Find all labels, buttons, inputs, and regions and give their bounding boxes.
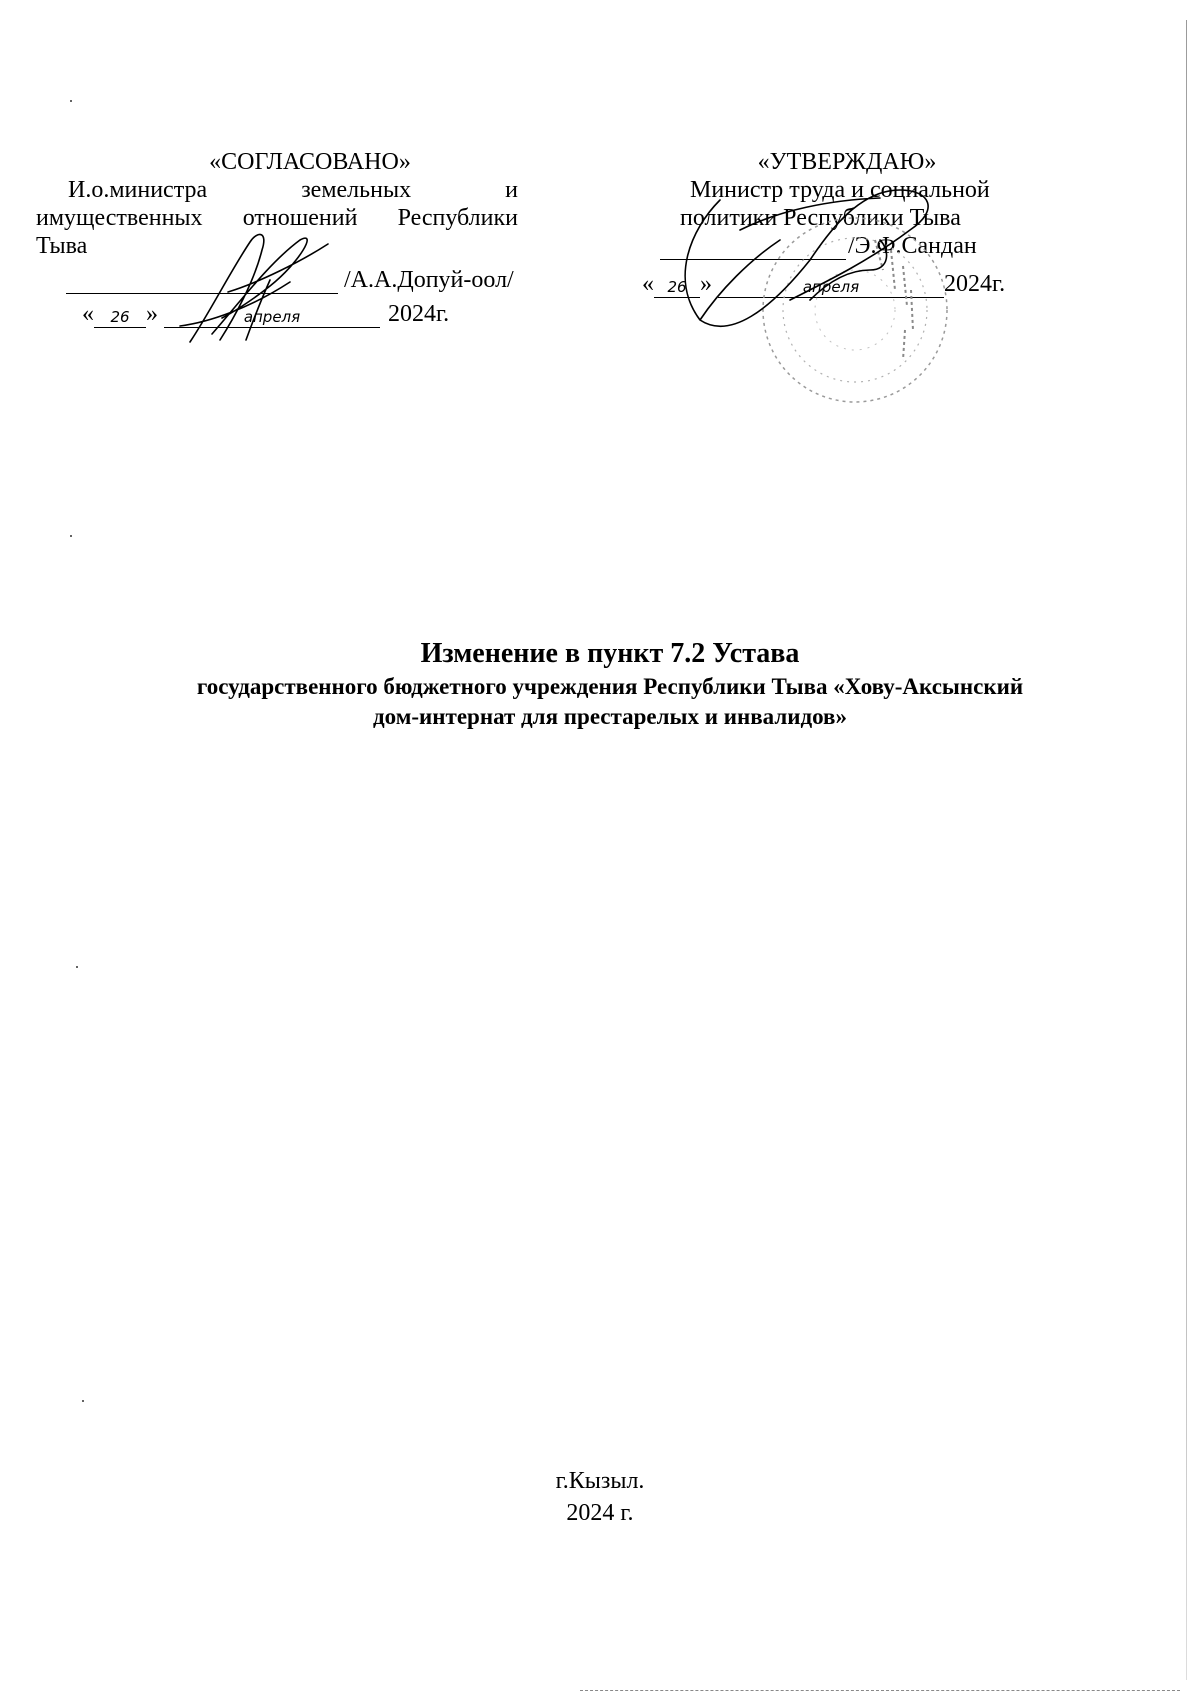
scan-edge-bottom: [580, 1690, 1180, 1692]
document-title-block: [60, 636, 1160, 732]
date-year: 2024г.: [944, 271, 1006, 297]
approval-position-line: [36, 176, 518, 204]
document-footer: [460, 1465, 740, 1529]
date-quote-open: «: [642, 271, 654, 297]
date-quote-open: «: [82, 301, 94, 327]
scan-edge-right: [1186, 20, 1187, 1680]
date-day: 26: [94, 307, 146, 328]
signer-name: /А.А.Допуй-оол/: [344, 267, 514, 293]
signature-line: [640, 232, 1060, 260]
scan-speck: [70, 100, 72, 102]
document-subtitle-line: государственного бюджетного учреждения Республики Тыва «Хову-Аксынский: [196, 674, 1024, 699]
document-subtitle: [60, 672, 1160, 732]
approval-position-word: имущественных: [36, 205, 203, 231]
approval-position-word: и: [505, 177, 518, 203]
approval-position-word: земельных: [301, 177, 412, 203]
approval-position-line: [36, 204, 518, 232]
approval-position-line: политики Республики Тыва: [680, 205, 961, 231]
approval-date: [640, 270, 1060, 298]
approval-heading: «СОГЛАСОВАНО»: [209, 149, 411, 175]
approval-heading: «УТВЕРЖДАЮ»: [757, 149, 937, 175]
date-quote-close: »: [700, 271, 712, 297]
approval-date: [36, 300, 518, 328]
date-day: 26: [654, 277, 700, 298]
approval-position-word: Республики: [397, 205, 518, 231]
approval-position-line: Министр труда и социальной: [690, 177, 990, 203]
footer-year: 2024 г.: [566, 1500, 634, 1526]
date-quote-close: »: [146, 301, 158, 327]
footer-city: г.Кызыл.: [555, 1468, 645, 1494]
approval-block-approved: [640, 148, 1060, 298]
approval-block-agreed: [36, 148, 518, 328]
approval-position-word: отношений: [242, 205, 358, 231]
date-month: апреля: [718, 277, 944, 298]
approval-position-line: Тыва: [36, 233, 88, 259]
approval-position-word: И.о.министра: [68, 177, 208, 203]
signature-underline: [66, 271, 338, 294]
date-month: апреля: [164, 307, 380, 328]
signature-underline: [660, 237, 846, 260]
scan-speck: [76, 966, 78, 968]
scan-speck: [82, 1400, 84, 1402]
document-title: Изменение в пункт 7.2 Устава: [420, 638, 800, 669]
document-subtitle-line: дом-интернат для престарелых и инвалидов»: [373, 704, 847, 729]
signer-name: /Э.Ф.Сандан: [848, 233, 977, 259]
signature-line: [36, 266, 518, 294]
date-year: 2024г.: [388, 301, 450, 327]
scan-speck: [70, 535, 72, 537]
